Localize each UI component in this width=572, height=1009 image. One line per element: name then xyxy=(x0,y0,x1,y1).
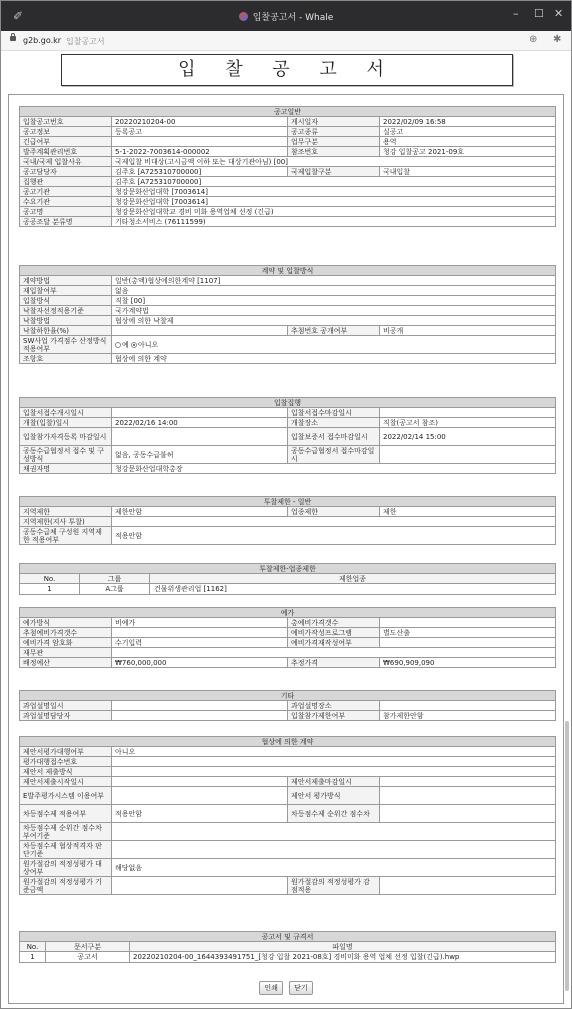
field-value: 2022/02/14 15:00 xyxy=(380,428,556,446)
field-value: 직찰(공고서 참조) xyxy=(380,418,556,428)
table-row xyxy=(20,316,556,326)
field-label: 제안서제출마감일시 xyxy=(288,777,380,787)
field-value xyxy=(380,638,556,648)
field-label: 과업설명장소 xyxy=(288,701,380,711)
pin-icon[interactable]: ✐ xyxy=(13,9,24,23)
section-header: 계약 및 입찰방식 xyxy=(20,266,556,276)
field-label: 예비가작성프로그램 xyxy=(288,628,380,638)
field-label: 공고담당자 xyxy=(20,167,112,177)
field-label: 원가절감의 적정성평가 대상여부 xyxy=(20,859,112,877)
field-value: 청강문화산업대학교 경비 미화 용역업체 선정 (긴급) xyxy=(112,207,556,217)
field-value: 비예가 xyxy=(112,618,288,628)
section-header: 예가 xyxy=(20,608,556,618)
field-label: 추첨예비가격갯수 xyxy=(20,628,112,638)
table-row xyxy=(20,527,556,545)
table-row xyxy=(20,167,556,177)
table-row xyxy=(20,757,556,767)
field-label: 총예비가격갯수 xyxy=(288,618,380,628)
field-value xyxy=(112,517,556,527)
field-label: 지역제한(지사 투찰) xyxy=(20,517,112,527)
table-row xyxy=(20,952,556,963)
table-row xyxy=(20,648,556,658)
field-value xyxy=(112,841,556,859)
zoom-icon[interactable]: ⊕ xyxy=(529,34,538,45)
field-value xyxy=(112,787,288,805)
field-label: SW사업 가격점수 산정방식 적용여부 xyxy=(20,336,112,354)
table-row xyxy=(20,787,556,805)
table-row xyxy=(20,326,556,336)
field-label: 수요기관 xyxy=(20,197,112,207)
s5-table xyxy=(19,563,556,595)
field-value: 적용안함 xyxy=(112,527,556,545)
section-header: 투찰제한 - 일반 xyxy=(20,497,556,507)
column-header: No. xyxy=(20,574,80,584)
field-value: 제한안함 xyxy=(112,507,288,517)
field-value: 기타청소서비스 (76111599) xyxy=(112,217,556,227)
table-row xyxy=(20,584,556,595)
field-label: 제안서 제출방식 xyxy=(20,767,112,777)
field-label: 예가방식 xyxy=(20,618,112,628)
field-label: 차등점수제 적용여부 xyxy=(20,805,112,823)
field-label: 재무관 xyxy=(20,648,112,658)
field-value: 20220210204-00 xyxy=(112,117,288,127)
whale-logo-icon xyxy=(239,12,248,21)
table-row xyxy=(20,618,556,628)
field-label: 공고명 xyxy=(20,207,112,217)
field-label: 입찰공고번호 xyxy=(20,117,112,127)
field-label: 국내/국제 입찰사유 xyxy=(20,157,112,167)
field-label: 입찰방식 xyxy=(20,296,112,306)
table-row xyxy=(20,276,556,286)
section-header: 공고서 및 규격서 xyxy=(20,932,556,942)
close-icon[interactable]: ✕ xyxy=(554,7,564,20)
field-label: 입찰보증서 접수마감일시 xyxy=(288,428,380,446)
field-label: 공고정보 xyxy=(20,127,112,137)
field-value: 협상에 의한 계약 xyxy=(112,354,556,364)
s9-table xyxy=(19,931,556,963)
field-value xyxy=(112,326,288,336)
field-label: 배정예산 xyxy=(20,658,112,668)
field-value: 국가계약법 xyxy=(112,306,556,316)
table-row xyxy=(20,428,556,446)
extension-icon[interactable]: ✱ xyxy=(553,34,562,45)
s4-table xyxy=(19,496,556,545)
field-value xyxy=(380,787,556,805)
table-cell: A그룹 xyxy=(80,584,150,595)
table-row xyxy=(20,446,556,464)
field-label: 공공조달 분류명 xyxy=(20,217,112,227)
radio-no-label: 아니오 xyxy=(138,340,159,349)
field-label: 공동수급협정서 접수마감일시 xyxy=(288,446,380,464)
field-value: 별도산출 xyxy=(380,628,556,638)
radio-no[interactable] xyxy=(131,342,137,348)
field-value: 김주호 [A725310700000] xyxy=(112,177,556,187)
table-row xyxy=(20,507,556,517)
field-label: 공동수급체 구성원 지역제한 적용여부 xyxy=(20,527,112,545)
minimize-icon[interactable]: – xyxy=(513,7,519,20)
field-label: E발주평가시스템 이용여부 xyxy=(20,787,112,805)
table-row xyxy=(20,464,556,474)
field-label: 계약방법 xyxy=(20,276,112,286)
table-row xyxy=(20,777,556,787)
field-value xyxy=(112,628,288,638)
field-value xyxy=(112,757,556,767)
column-header: 문서구분 xyxy=(46,942,130,952)
url-page-title: 입찰공고서 xyxy=(66,37,105,46)
field-value: 협상에 의한 낙찰제 xyxy=(112,316,556,326)
table-row xyxy=(20,137,556,147)
window-title-text: 입찰공고서 - Whale xyxy=(252,13,334,23)
table-row xyxy=(20,306,556,316)
field-label: 업무구분 xyxy=(288,137,380,147)
field-value: 청강 입찰공고 2021-09호 xyxy=(380,147,556,157)
table-cell: 1 xyxy=(20,584,80,595)
field-value xyxy=(112,408,288,418)
table-row xyxy=(20,628,556,638)
table-row xyxy=(20,767,556,777)
maximize-icon[interactable]: ☐ xyxy=(534,7,544,20)
field-value xyxy=(112,767,556,777)
field-value: 아니오 xyxy=(112,747,556,757)
field-label: 제안서평가대행여부 xyxy=(20,747,112,757)
field-label: 재입찰여부 xyxy=(20,286,112,296)
section-header: 기타 xyxy=(20,691,556,701)
radio-yes[interactable] xyxy=(115,342,121,348)
field-label: 참조번호 xyxy=(288,147,380,157)
section-industry-restriction xyxy=(19,563,555,595)
table-row xyxy=(20,207,556,217)
field-label: 공동수급협정서 접수 및 구성방식 xyxy=(20,446,112,464)
section-header: 협상에 의한 계약 xyxy=(20,737,556,747)
field-value xyxy=(112,711,288,721)
section-header: 입찰집행 xyxy=(20,398,556,408)
field-value xyxy=(112,823,556,841)
field-value: 해당없음 xyxy=(112,859,556,877)
field-label: 추첨번호 공개여부 xyxy=(288,326,380,336)
s3-table xyxy=(19,397,556,474)
field-value: 제한 xyxy=(380,507,556,517)
table-row xyxy=(20,187,556,197)
field-value xyxy=(112,648,556,658)
field-label: 공고종류 xyxy=(288,127,380,137)
column-header-row xyxy=(20,942,556,952)
column-header: No. xyxy=(20,942,46,952)
field-label: 업종제한 xyxy=(288,507,380,517)
field-value xyxy=(112,877,288,895)
table-row xyxy=(20,805,556,823)
field-value: 김주호 [A725310700000] xyxy=(112,167,288,177)
document-title: 입 찰 공 고 서 xyxy=(61,54,513,86)
table-row xyxy=(20,877,556,895)
field-value: 2022/02/09 16:58 xyxy=(380,117,556,127)
field-label: 지역제한 xyxy=(20,507,112,517)
column-header-row xyxy=(20,574,556,584)
table-row xyxy=(20,658,556,668)
field-label: 입찰참가제한여부 xyxy=(288,711,380,721)
field-label: 국제입찰구분 xyxy=(288,167,380,177)
field-value: 국내입찰 xyxy=(380,167,556,177)
table-row xyxy=(20,296,556,306)
table-row xyxy=(20,517,556,527)
field-value: 실공고 xyxy=(380,127,556,137)
field-value: 용역 xyxy=(380,137,556,147)
table-row xyxy=(20,418,556,428)
field-label: 추정가격 xyxy=(288,658,380,668)
field-label: 게시일자 xyxy=(288,117,380,127)
field-value: 수기입력 xyxy=(112,638,288,648)
section-estimated-price xyxy=(19,607,555,668)
field-value xyxy=(112,701,288,711)
field-label: 원가절감의 적정성평가 감점적용 xyxy=(288,877,380,895)
table-row xyxy=(20,711,556,721)
field-label: 긴급여부 xyxy=(20,137,112,147)
section-header: 투찰제한-업종제한 xyxy=(20,564,556,574)
field-label: 집행관 xyxy=(20,177,112,187)
field-value xyxy=(112,137,288,147)
field-label: 낙찰자선정적용기준 xyxy=(20,306,112,316)
table-row xyxy=(20,117,556,127)
field-value xyxy=(380,618,556,628)
field-value xyxy=(380,877,556,895)
field-label: 예비가격재작성여부 xyxy=(288,638,380,648)
field-label: 원가절감의 적정성평가 기준금액 xyxy=(20,877,112,895)
column-header: 파일명 xyxy=(130,942,556,952)
file-link[interactable]: 20220210204-00_1644393491751_[청강 입찰 2021-08호] 경비미화 용역 업체 선정 입찰(긴급).hwp xyxy=(130,952,556,963)
field-label: 차등점수제 순위간 점수차 부여기준 xyxy=(20,823,112,841)
table-row xyxy=(20,197,556,207)
table-row xyxy=(20,701,556,711)
field-label: 채권자명 xyxy=(20,464,112,474)
field-value: 국제입찰 비대상(고시금액 이하 또는 대상기관아님) [00] xyxy=(112,157,556,167)
table-row xyxy=(20,354,556,364)
title-bar xyxy=(1,1,571,31)
field-value xyxy=(380,777,556,787)
field-label: 제안서제출시작일시 xyxy=(20,777,112,787)
table-row xyxy=(20,841,556,859)
table-cell: 1 xyxy=(20,952,46,963)
lock-icon xyxy=(10,36,16,41)
field-label: 입찰서접수개시일시 xyxy=(20,408,112,418)
field-value xyxy=(112,777,288,787)
table-row xyxy=(20,127,556,137)
field-value: 참가제한안함 xyxy=(380,711,556,721)
field-value: 등록공고 xyxy=(112,127,288,137)
field-label: 과업설명일시 xyxy=(20,701,112,711)
field-value: 청강문화산업대학 [7003614] xyxy=(112,187,556,197)
s2-table xyxy=(19,265,556,364)
table-row xyxy=(20,177,556,187)
field-value xyxy=(380,805,556,823)
column-header: 그룹 xyxy=(80,574,150,584)
field-value: 2022/02/16 14:00 xyxy=(112,418,288,428)
s6-table xyxy=(19,607,556,668)
section-header: 공고일반 xyxy=(20,107,556,117)
url-domain[interactable]: g2b.go.kr xyxy=(23,36,62,45)
table-row xyxy=(20,147,556,157)
field-label: 개찰(입찰)일시 xyxy=(20,418,112,428)
field-value: 5-1-2022-7003614-000002 xyxy=(112,147,288,157)
field-label: 개찰장소 xyxy=(288,418,380,428)
field-value: ₩760,000,000 xyxy=(112,658,288,668)
s8-table xyxy=(19,736,556,895)
field-label: 과업설명담당자 xyxy=(20,711,112,721)
section-bid-execution xyxy=(19,397,555,474)
field-label: 낙찰하한율(%) xyxy=(20,326,112,336)
field-label: 제안서 평가방식 xyxy=(288,787,380,805)
scrollbar[interactable] xyxy=(565,51,570,1001)
field-value: 청강문화산업대학총장 xyxy=(112,464,556,474)
table-row xyxy=(20,157,556,167)
sw-price-option-group xyxy=(112,336,556,354)
print-button[interactable]: 인쇄 xyxy=(259,981,283,995)
section-general xyxy=(19,106,555,227)
table-cell: 공고서 xyxy=(46,952,130,963)
field-label: 차등점수제 협상적격자 판단기준 xyxy=(20,841,112,859)
address-bar[interactable] xyxy=(1,31,571,51)
table-row xyxy=(20,336,556,354)
s7-table xyxy=(19,690,556,721)
field-value: 비공개 xyxy=(380,326,556,336)
field-label: 공고기관 xyxy=(20,187,112,197)
field-label: 평가대행접수번호 xyxy=(20,757,112,767)
table-cell: 건물위생관리업 [1162] xyxy=(150,584,556,595)
scrollbar-thumb[interactable] xyxy=(565,721,569,991)
table-row xyxy=(20,823,556,841)
section-contract-method xyxy=(19,265,555,364)
window-title xyxy=(1,10,571,23)
section-other xyxy=(19,690,555,721)
section-negotiated-contract xyxy=(19,736,555,895)
field-value: 적용안함 xyxy=(112,805,288,823)
table-row xyxy=(20,859,556,877)
field-label: 입찰참가자격등록 마감일시 xyxy=(20,428,112,446)
section-documents xyxy=(19,931,555,963)
field-label: 조항호 xyxy=(20,354,112,364)
field-value: 없음 xyxy=(112,286,556,296)
s1-table xyxy=(19,106,556,227)
field-label: 낙찰방법 xyxy=(20,316,112,326)
field-value: ₩690,909,090 xyxy=(380,658,556,668)
field-value xyxy=(380,446,556,464)
table-row xyxy=(20,408,556,418)
button-bar xyxy=(1,981,571,995)
page-content xyxy=(1,51,571,1008)
field-label: 차등점수제 순위간 점수차 xyxy=(288,805,380,823)
table-row xyxy=(20,638,556,648)
close-button[interactable]: 닫기 xyxy=(289,981,313,995)
table-row xyxy=(20,217,556,227)
field-value xyxy=(380,701,556,711)
radio-yes-label: 예 xyxy=(122,340,129,349)
field-label: 예비가격 암호화 xyxy=(20,638,112,648)
field-label: 입찰서접수마감일시 xyxy=(288,408,380,418)
column-header: 제한업종 xyxy=(150,574,556,584)
field-value: 직찰 [00] xyxy=(112,296,556,306)
field-value: 청강문화산업대학 [7003614] xyxy=(112,197,556,207)
field-value xyxy=(380,408,556,418)
table-row xyxy=(20,747,556,757)
field-value: 없음, 공동수급불허 xyxy=(112,446,288,464)
field-value xyxy=(112,428,288,446)
section-bid-restriction-general xyxy=(19,496,555,545)
field-label: 발주계획관리번호 xyxy=(20,147,112,157)
table-row xyxy=(20,286,556,296)
field-value: 일반(총액)협상에의한계약 [1107] xyxy=(112,276,556,286)
